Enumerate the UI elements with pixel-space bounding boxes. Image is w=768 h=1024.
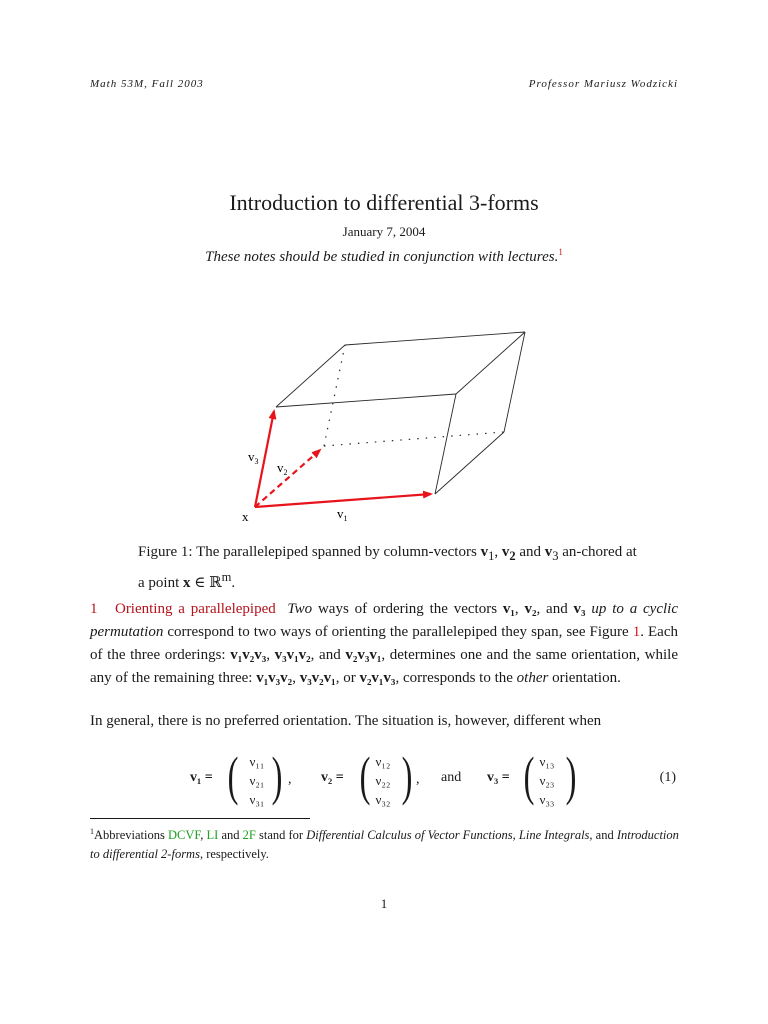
vector-label-v1: $v_1$ [337, 506, 348, 523]
equation-number: (1) [659, 770, 676, 785]
hidden-edges [324, 345, 504, 446]
eq-and: and [441, 770, 462, 785]
section-number: 1 [90, 601, 98, 617]
caption-prefix: Figure 1: [138, 544, 193, 560]
section-1-paragraph-2: In general, there is no preferred orientation. The situation is, however, different when [90, 713, 602, 729]
eq-v2-name: v₂ = [321, 770, 344, 785]
eq-v1-name: v₁ = [190, 770, 213, 785]
link-li[interactable]: LI [206, 828, 219, 843]
eq-v2-rparen: ) [401, 746, 413, 806]
vector-label-v3: $v_3$ [248, 449, 259, 466]
parallelepiped-edges [276, 332, 525, 494]
eq-v3-name: v₃ = [487, 770, 510, 785]
section-title: Orienting a parallelepiped [114, 601, 276, 617]
equation-1: v₁ = ( ν₁₁ ν₂₁ ν₃₁ ) , v₂ = ( ν₁₂ ν₂₂ ν₃₂ ) , and v₃ = ( ν₁₃ ν₂₃ ν₃₃ ) (1) [190, 746, 676, 807]
subtitle-text: These notes should be studied in conjunction with lectures. [205, 249, 559, 265]
eq-v3-rparen: ) [565, 746, 577, 806]
footnote-ref-link[interactable]: 1 [558, 247, 563, 257]
eq-v2-lparen: ( [359, 746, 371, 806]
footnote: $^1$Abbreviations DCVF, LI and 2F stand for Differential Calculus of Vector Functions, Line Integrals, and Introduction to differential 2-forms, respectively. [90, 827, 679, 862]
link-dcvf[interactable]: DCVF [167, 828, 201, 843]
page-number: 1 [380, 896, 388, 911]
eq-v1-rparen: ) [271, 746, 283, 806]
eq-v3-column: ν₁₃ ν₂₃ ν₃₃ [539, 754, 555, 807]
eq-v1-lparen: ( [227, 746, 239, 806]
link-2f[interactable]: 2F [242, 828, 256, 843]
section-1-paragraph: 1 Orienting a parallelepiped Two ways of ordering the vectors v₁, v₂, and v₃ up to a cyclic permutation correspond to two ways of orienting the parallelepiped they span, see Figure 1. Each of the three orderings: v₁v₂v₃, v₃v₁v₂, and v₂v₃v₁, determines one and the same orientation, while any of the remaining three: v₁v₃v₂, v₃v₂v₁, or v₂v₁v₃, corresponds to the other orientation. [90, 601, 678, 686]
running-header-author: Professor Mariusz Wodzicki [528, 78, 678, 90]
figure-ref-link[interactable]: 1 [632, 624, 641, 640]
eq-v1-column: ν₁₁ ν₂₁ ν₃₁ [249, 754, 265, 807]
eq-v2-column: ν₁₂ ν₂₂ ν₃₂ [375, 754, 391, 807]
point-label-x: x [242, 509, 249, 524]
vector-label-v2: $v_2$ [277, 460, 288, 477]
eq-v3-lparen: ( [523, 746, 535, 806]
document-date: January 7, 2004 [342, 224, 426, 239]
vector-arrows [255, 411, 431, 507]
footnote-rule [90, 818, 310, 819]
figure-caption: Figure 1: The parallelepiped spanned by column-vectors $v_1$, $v_2$ and $v_3$ an-chored at a point x ∈ ℝ$^m$. [138, 544, 637, 591]
document-title: Introduction to differential 3-forms [229, 190, 539, 215]
running-header-course: Math 53M, Fall 2003 [90, 78, 204, 90]
